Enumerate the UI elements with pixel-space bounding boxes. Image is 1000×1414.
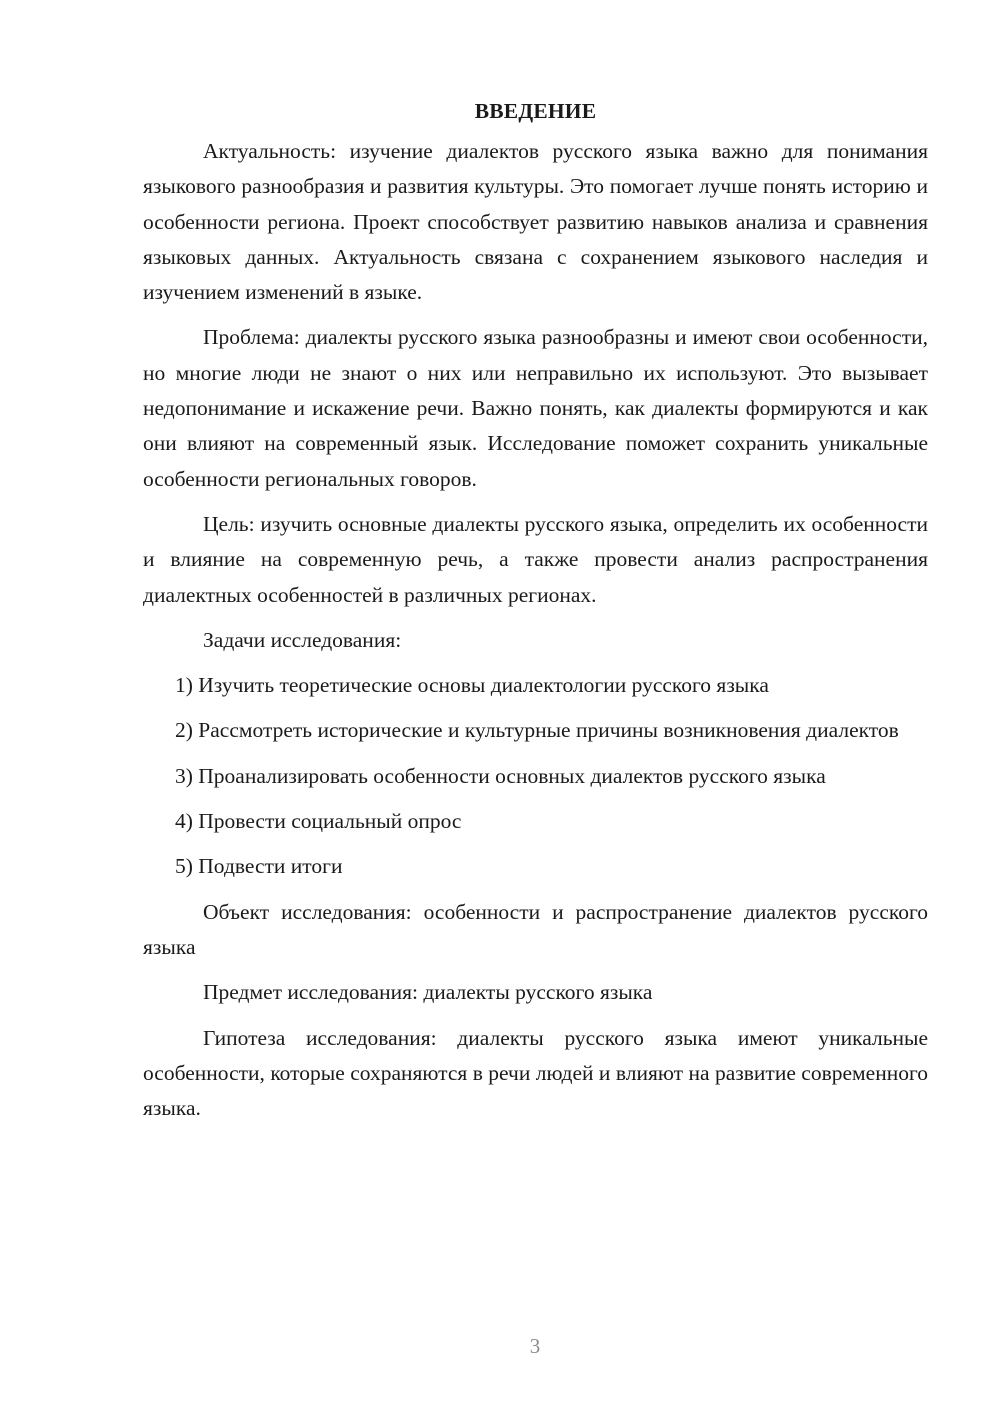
section-heading: ВВЕДЕНИЕ: [474, 99, 597, 123]
paragraph-problem: Проблема: диалекты русского языка разнообразны и имеют свои особенности, но многие люди не знают о них или неправильно их используют. Это вызывает недопонимание и искажение речи. Важно понять, как диалекты формируются и как они влияют на современный язык. Исследование поможет сохранить уникальные особенности региональных говоров.: [143, 325, 928, 491]
task-item-1: 1) Изучить теоретические основы диалектологии русского языка: [175, 673, 769, 698]
task-item-5: 5) Подвести итоги: [175, 854, 343, 879]
paragraph-hypothesis: Гипотеза исследования: диалекты русского языка имеют уникальные особенности, которые сохраняются в речи людей и влияют на развитие современного языка.: [143, 1025, 928, 1121]
paragraph-goal: Цель: изучить основные диалекты русского языка, определить их особенности и влияние на современную речь, а также провести анализ распространения диалектных особенностей в различных регионах.: [143, 511, 928, 607]
paragraph-relevance: Актуальность: изучение диалектов русского языка важно для понимания языкового разнообразия и развития культуры. Это помогает лучше понять историю и особенности региона. Проект способствует развитию навыков анализа и сравнения языковых данных. Актуальность связана с сохранением языкового наследия и изучением изменений в языке.: [143, 139, 928, 305]
paragraph-object: Объект исследования: особенности и распространение диалектов русского языка: [143, 899, 928, 959]
document-page: [143, 96, 928, 1136]
task-item-4: 4) Провести социальный опрос: [175, 809, 462, 834]
task-item-2: 2) Рассмотреть исторические и культурные причины возникновения диалектов: [175, 718, 899, 743]
task-item-3: 3) Проанализировать особенности основных диалектов русского языка: [175, 763, 826, 788]
paragraph-subject: Предмет исследования: диалекты русского языка: [203, 980, 653, 1005]
tasks-title: Задачи исследования:: [203, 627, 402, 652]
page-number: 3: [529, 1334, 541, 1358]
